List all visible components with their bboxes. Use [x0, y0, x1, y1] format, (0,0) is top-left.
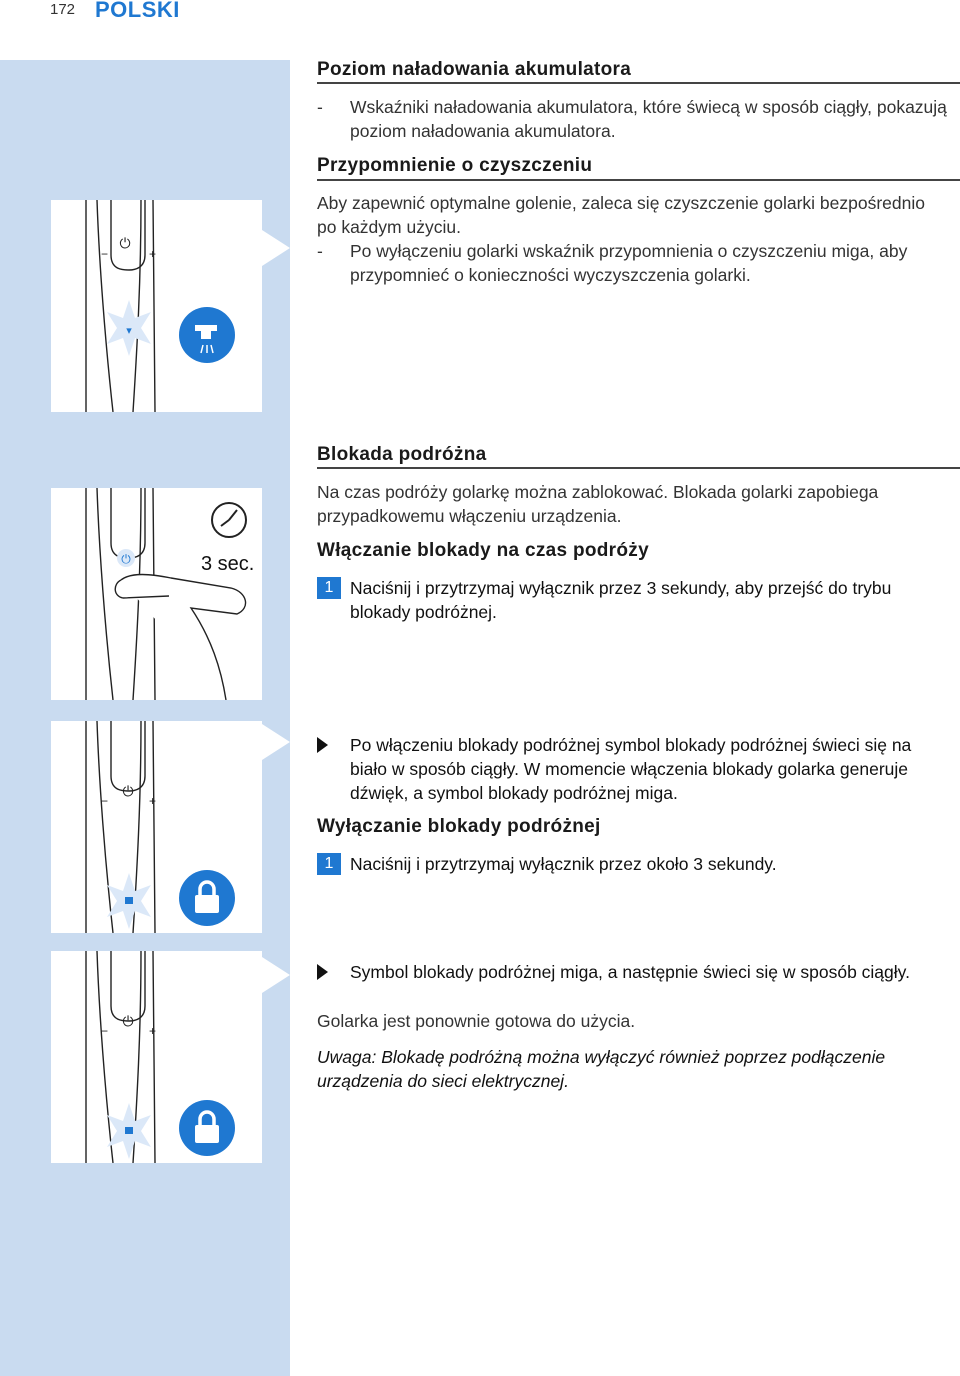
svg-text:+: + [149, 1024, 157, 1038]
heading-travel-lock: Blokada podróżna [317, 444, 487, 465]
result-disable-lock [317, 960, 947, 984]
result-text: Symbol blokady podróżnej miga, a następnie świeci się w sposób ciągły. [350, 962, 910, 982]
ready-text: Golarka jest ponownie gotowa do użycia. [317, 1011, 636, 1031]
step-enable-lock [317, 576, 947, 624]
section-rule [317, 467, 960, 469]
result-bullet-icon [317, 964, 328, 980]
shaver-unlock-drawing [51, 951, 262, 1163]
section-rule [317, 82, 960, 84]
battery-bullet-text: Wskaźniki naładowania akumulatora, które świecą w sposób ciągły, pokazują poziom naładowania akumulatora. [350, 97, 947, 141]
step-number: 1 [317, 577, 341, 599]
svg-text:▾: ▾ [126, 325, 132, 337]
heading-enable-lock: Włączanie blokady na czas podróży [317, 540, 649, 561]
svg-text:−: − [101, 794, 109, 808]
list-item: - Wskaźniki naładowania akumulatora, które świecą w sposób ciągły, pokazują poziom naładowania akumulatora. [317, 97, 947, 141]
illustration-press-3sec [51, 488, 262, 700]
svg-text:+: + [149, 247, 157, 261]
illustration-lock-off [51, 951, 262, 1163]
illustration-pointer [262, 230, 290, 266]
illustration-cleaning [51, 200, 262, 412]
shaver-lock-drawing [51, 721, 262, 933]
illustration-pointer [262, 724, 290, 760]
cleaning-intro: Aby zapewnić optymalne golenie, zaleca się czyszczenie golarki bezpośrednio po każdym użyciu. [317, 193, 925, 237]
shaver-cleaning-drawing [51, 200, 262, 412]
travel-lock-intro: Na czas podróży golarkę można zablokować. Blokada golarki zapobiega przypadkowemu włączeniu urządzenia. [317, 482, 879, 526]
timer-label: 3 sec. [201, 553, 255, 575]
illustration-pointer [262, 957, 290, 993]
language-title: POLSKI [95, 0, 180, 22]
svg-text:+: + [149, 794, 157, 808]
step-number: 1 [317, 853, 341, 875]
result-text: Po włączeniu blokady podróżnej symbol blokady podróżnej świeci się na biało w sposób ciągły. W momencie włączenia blokady golarka generuje dźwięk, a symbol blokady podróżnej miga. [350, 735, 912, 803]
svg-text:⏻: ⏻ [122, 1013, 134, 1029]
page-number: 172 [50, 1, 76, 18]
note-text: Uwaga: Blokadę podróżną można wyłączyć również poprzez podłączenie urządzenia do sieci elektrycznej. [317, 1047, 886, 1091]
svg-text:−: − [101, 247, 109, 261]
heading-disable-lock: Wyłączanie blokady podróżnej [317, 816, 601, 837]
illustration-lock-on [51, 721, 262, 933]
result-enable-lock [317, 733, 947, 805]
section-rule [317, 179, 960, 181]
svg-text:⏻: ⏻ [122, 783, 134, 799]
shaver-hand-drawing [51, 488, 262, 700]
step-text: Naciśnij i przytrzymaj wyłącznik przez około 3 sekundy. [350, 854, 777, 874]
step-text: Naciśnij i przytrzymaj wyłącznik przez 3 sekundy, aby przejść do trybu blokady podróżnej. [350, 578, 892, 622]
result-bullet-icon [317, 737, 328, 753]
cleaning-bullet-text: Po wyłączeniu golarki wskaźnik przypomnienia o czyszczeniu miga, aby przypomnieć o konieczności wyczyszczenia golarki. [350, 241, 908, 285]
heading-cleaning-reminder: Przypomnienie o czyszczeniu [317, 155, 593, 176]
heading-battery-level: Poziom naładowania akumulatora [317, 59, 632, 80]
list-item: - Po wyłączeniu golarki wskaźnik przypomnienia o czyszczeniu miga, aby przypomnieć o konieczności wyczyszczenia golarki. [317, 239, 947, 287]
step-disable-lock [317, 852, 947, 876]
svg-text:−: − [101, 1024, 109, 1038]
svg-text:⏻: ⏻ [121, 552, 131, 566]
svg-text:⏻: ⏻ [119, 235, 131, 251]
